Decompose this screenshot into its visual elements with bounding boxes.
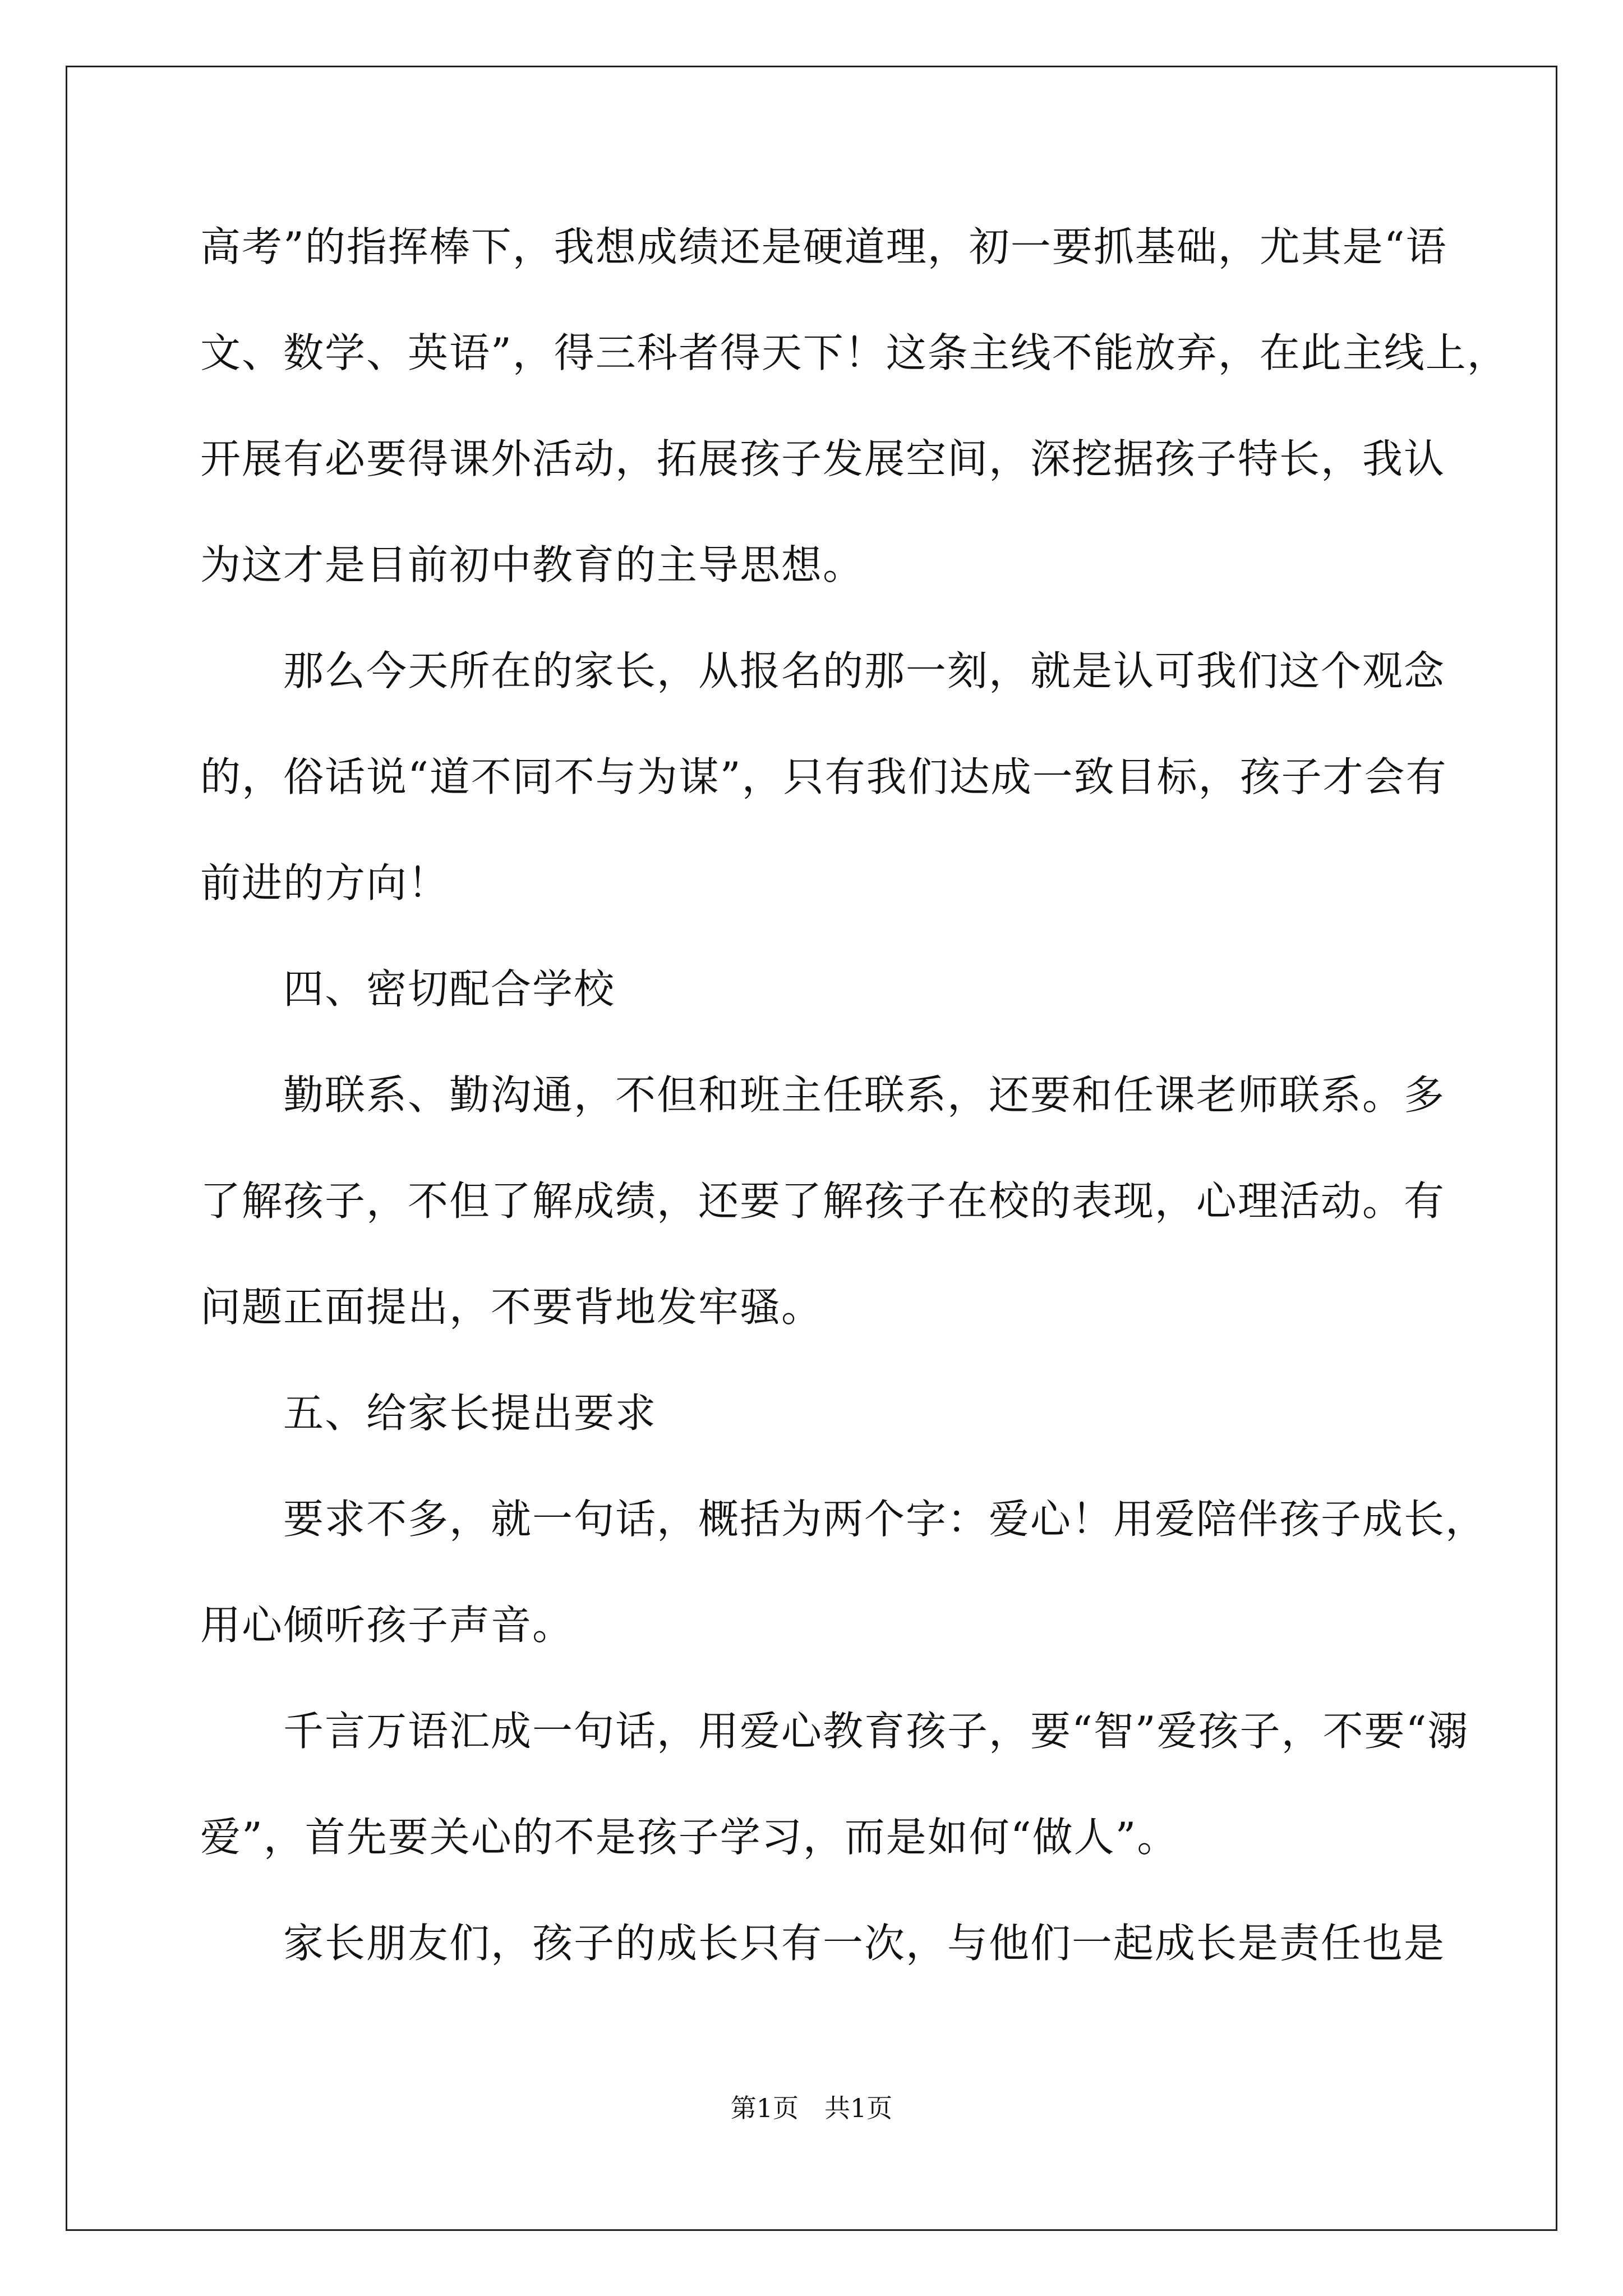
text-line: 问题正面提出，不要背地发牢骚。 bbox=[200, 1283, 823, 1331]
text-line: 为这才是目前初中教育的主导思想。 bbox=[200, 541, 865, 588]
text-line: 开展有必要得课外活动，拓展孩子发展空间，深挖据孩子特长，我认 bbox=[200, 435, 1446, 482]
text-line: 那么今天所在的家长，从报名的那一刻，就是认可我们这个观念 bbox=[283, 647, 1446, 694]
text-line: 前进的方向！ bbox=[200, 859, 450, 907]
page-number: 第1页 共1页 bbox=[730, 2093, 893, 2123]
text-line: 了解孩子，不但了解成绩，还要了解孩子在校的表现，心理活动。有 bbox=[200, 1177, 1446, 1225]
text-line: 高考”的指挥棒下，我想成绩还是硬道理，初一要抓基础，尤其是“语 bbox=[200, 223, 1447, 270]
text-line: 勤联系、勤沟通，不但和班主任联系，还要和任课老师联系。多 bbox=[283, 1071, 1446, 1119]
text-line: 爱”，首先要关心的不是孩子学习，而是如何“做人”。 bbox=[200, 1814, 1179, 1861]
section-heading: 四、密切配合学校 bbox=[283, 965, 616, 1013]
text-line: 千言万语汇成一句话，用爱心教育孩子，要“智”爱孩子，不要“溺 bbox=[283, 1708, 1469, 1755]
text-line: 家长朋友们，孩子的成长只有一次，与他们一起成长是责任也是 bbox=[283, 1920, 1446, 1967]
page-border bbox=[66, 66, 1557, 2231]
text-line: 文、数学、英语”，得三科者得天下！这条主线不能放弃，在此主线上， bbox=[200, 329, 1509, 376]
text-line: 的，俗话说“道不同不与为谋”，只有我们达成一致目标，孩子才会有 bbox=[200, 753, 1447, 800]
text-line: 要求不多，就一句话，概括为两个字：爱心！用爱陪伴孩子成长， bbox=[283, 1496, 1487, 1543]
section-heading: 五、给家长提出要求 bbox=[283, 1389, 657, 1437]
text-line: 用心倾听孩子声音。 bbox=[200, 1602, 574, 1649]
